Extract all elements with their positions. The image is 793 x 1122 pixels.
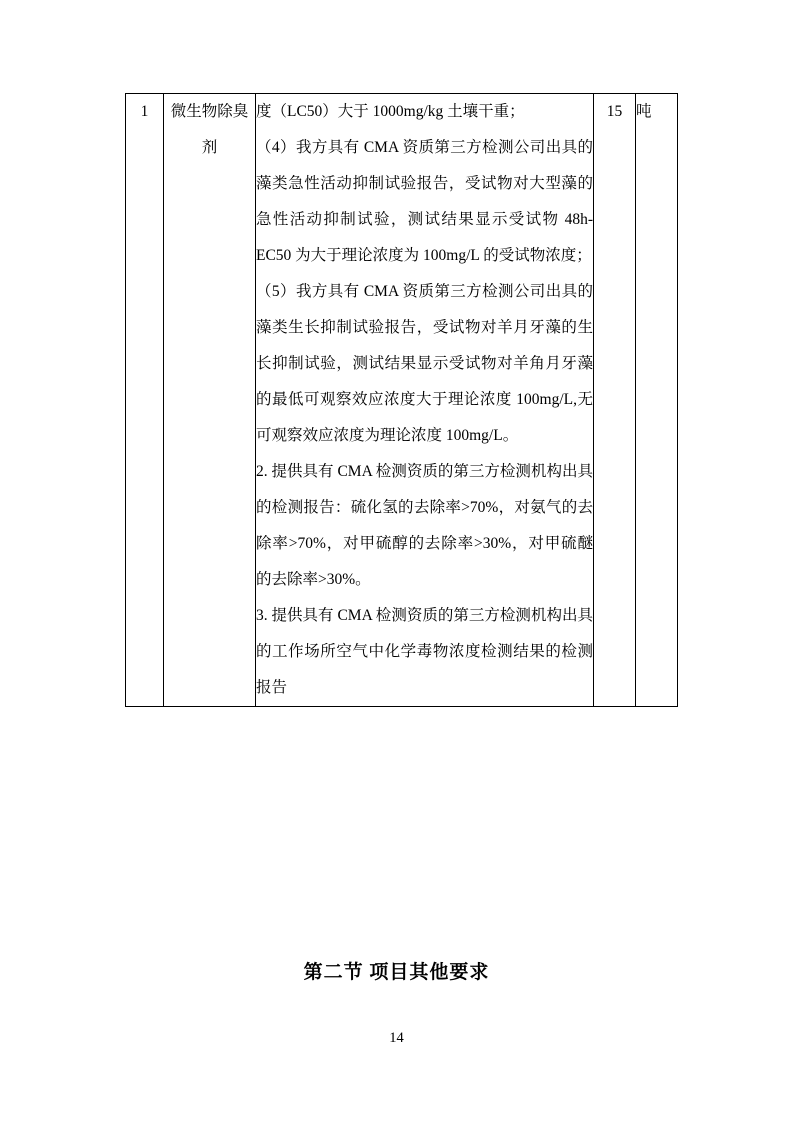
cell-quantity: 15 [594, 94, 636, 707]
description-paragraph-2: （4）我方具有 CMA 资质第三方检测公司出具的藻类急性活动抑制试验报告，受试物对大型藻的急性活动抑制试验，测试结果显示受试物 48h-EC50 为大于理论浓度为 100mg/L 的受试物浓度； [256, 139, 593, 264]
description-paragraph-4: 2. 提供具有 CMA 检测资质的第三方检测机构出具的检测报告：硫化氢的去除率>70%，对氨气的去除率>70%，对甲硫醇的去除率>30%，对甲硫醚的去除率>30%。 [256, 463, 593, 588]
table-row [126, 94, 678, 707]
description-paragraph-1: 度（LC50）大于 1000mg/kg 土壤干重； [256, 103, 525, 120]
description-paragraph-5: 3. 提供具有 CMA 检测资质的第三方检测机构出具的工作场所空气中化学毒物浓度检测结果的检测报告 [256, 607, 593, 696]
cell-unit: 吨 [636, 94, 678, 707]
cell-item-description [256, 94, 594, 707]
description-paragraph-3: （5）我方具有 CMA 资质第三方检测公司出具的藻类生长抑制试验报告，受试物对羊月牙藻的生长抑制试验，测试结果显示受试物对羊角月牙藻的最低可观察效应浓度大于理论浓度 100mg/L,无可观察效应浓度为理论浓度 100mg/L。 [256, 283, 593, 444]
cell-item-number: 1 [126, 94, 164, 707]
section-heading: 第二节 项目其他要求 [303, 962, 490, 983]
cell-item-name: 微生物除臭剂 [164, 94, 256, 707]
specification-table [125, 93, 678, 707]
specification-table-wrapper [125, 93, 677, 707]
page-number: 14 [389, 1030, 404, 1046]
